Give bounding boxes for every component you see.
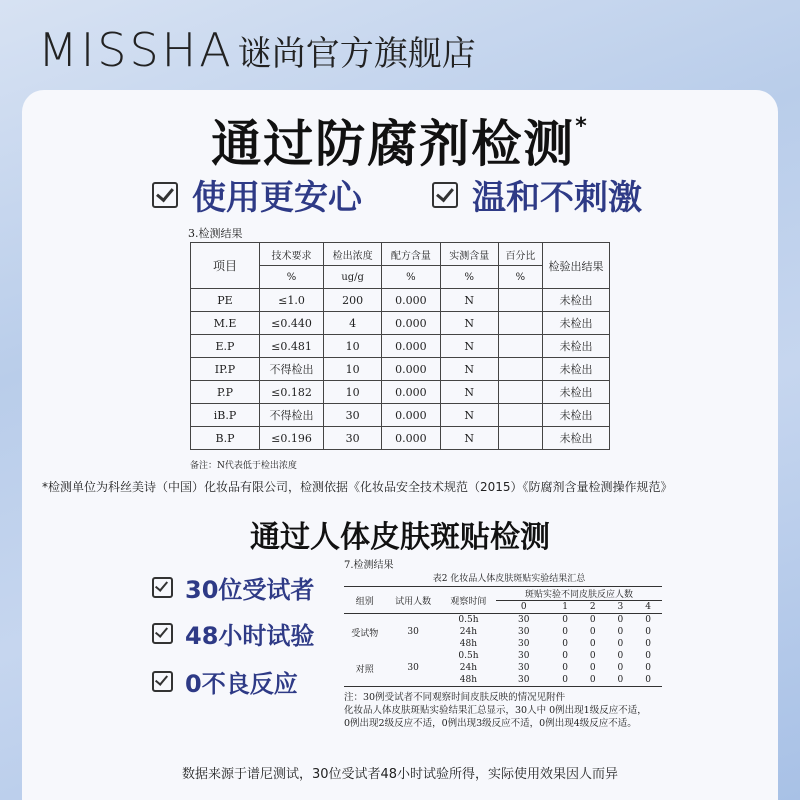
cell-req: ≤0.440 — [260, 312, 324, 335]
cell-conc: 30 — [323, 404, 381, 427]
cell-result: 未检出 — [543, 381, 610, 404]
cell-level-count: 0 — [617, 651, 624, 661]
cell-formula: 0.000 — [382, 289, 440, 312]
col-unit: % — [260, 266, 324, 289]
cell-conc: 10 — [323, 358, 381, 381]
cell-count: 30 — [407, 663, 419, 673]
cell-level-count: 0 — [562, 627, 568, 637]
checkbox-icon — [152, 577, 173, 598]
checkbox-icon — [152, 671, 173, 692]
brand-logo: MISSHA — [38, 23, 234, 77]
table-row — [191, 289, 610, 312]
level-header: 0 — [520, 602, 527, 612]
table-row — [191, 404, 610, 427]
claim-safe — [152, 170, 362, 219]
claim-label: 温和不刺激 — [472, 178, 642, 218]
test2-notes: 注：30例受试者不同观察时间皮肤反映的情况见附件 化妆品人体皮肤斑贴实验结果汇总显示，30人中 0例出现1级反应不适， 0例出现2级反应不适，0例出现3级反应不适，0例出现4级反应不适。 — [344, 692, 647, 729]
title-footnote-mark: * — [575, 114, 589, 140]
cell-conc: 10 — [323, 381, 381, 404]
cell-req: 不得检出 — [260, 404, 324, 427]
test2-label: 7.检测结果 — [344, 560, 394, 571]
data-source-footer: 数据来源于谱尼测试，30位受试者48小时试验所得，实际使用效果因人而异 — [181, 767, 619, 782]
checkbox-icon — [432, 182, 458, 208]
cell-formula: 0.000 — [382, 381, 440, 404]
cell-level-count: 0 — [645, 639, 651, 649]
cell-pct — [498, 404, 542, 427]
claim-label: 使用更安心 — [192, 178, 362, 218]
cell-pct — [498, 381, 542, 404]
col-header: 百分比 — [498, 243, 542, 266]
cell-level-count: 0 — [645, 615, 651, 625]
cell-group: 对照 — [355, 664, 374, 675]
col-unit: ug/g — [323, 266, 381, 289]
cell-req: ≤0.481 — [260, 335, 324, 358]
cell-level-count: 0 — [645, 627, 651, 637]
patch-test-document — [344, 556, 674, 730]
cell-result: 未检出 — [543, 312, 610, 335]
cell-measured: N — [440, 312, 498, 335]
cell-level-count: 0 — [589, 639, 596, 649]
cell-measured: N — [440, 289, 498, 312]
cell-result: 未检出 — [543, 404, 610, 427]
table-row — [344, 650, 662, 662]
cell-formula: 0.000 — [382, 312, 440, 335]
cell-pct — [498, 427, 542, 450]
cell-level-count: 30 — [517, 639, 530, 649]
cell-formula: 0.000 — [382, 404, 440, 427]
table-row — [191, 381, 610, 404]
cell-measured: N — [440, 381, 498, 404]
cell-level-count: 30 — [517, 615, 530, 625]
cell-level-count: 0 — [589, 615, 596, 625]
cell-conc: 200 — [323, 289, 381, 312]
col-levels: 斑贴实验不同皮肤反应人数 — [496, 587, 662, 601]
cell-level-count: 0 — [562, 663, 568, 673]
cell-time: 48h — [459, 639, 478, 649]
table-row — [191, 427, 610, 450]
table-row — [191, 312, 610, 335]
cell-level-count: 0 — [562, 675, 568, 685]
cell-level-count: 0 — [617, 663, 624, 673]
cell-item: IP.P — [191, 358, 260, 381]
cell-level-count: 0 — [562, 615, 568, 625]
cell-level-count: 0 — [645, 675, 651, 685]
table-row — [344, 614, 662, 627]
cell-conc: 10 — [323, 335, 381, 358]
test1-label: 3.检测结果 — [188, 227, 243, 240]
cell-formula: 0.000 — [382, 335, 440, 358]
col-item: 项目 — [191, 243, 260, 289]
cell-level-count: 0 — [617, 615, 624, 625]
cell-result: 未检出 — [543, 335, 610, 358]
cell-formula: 0.000 — [382, 358, 440, 381]
cell-formula: 0.000 — [382, 427, 440, 450]
col-unit: % — [498, 266, 542, 289]
cell-level-count: 0 — [562, 651, 568, 661]
claim-no-reaction — [152, 664, 298, 699]
cell-level-count: 0 — [645, 663, 651, 673]
preservative-results-table — [190, 242, 610, 450]
col-unit: % — [382, 266, 440, 289]
patch-test-table — [344, 586, 662, 687]
claim-subjects — [152, 570, 314, 605]
cell-pct — [498, 312, 542, 335]
cell-level-count: 30 — [517, 651, 530, 661]
cell-level-count: 0 — [589, 627, 596, 637]
claim-label: 30位受试者 — [185, 576, 315, 604]
cell-level-count: 30 — [517, 675, 530, 685]
cell-pct — [498, 289, 542, 312]
cell-measured: N — [440, 427, 498, 450]
col-group: 组别 — [355, 596, 374, 607]
cell-item: iB.P — [191, 404, 260, 427]
cell-time: 24h — [459, 663, 478, 673]
cell-req: ≤0.182 — [260, 381, 324, 404]
cell-result: 未检出 — [543, 358, 610, 381]
cell-item: E.P — [191, 335, 260, 358]
checkbox-icon — [152, 623, 173, 644]
cell-pct — [498, 335, 542, 358]
store-header — [38, 22, 476, 78]
store-name: 谜尚官方旗舰店 — [237, 33, 476, 74]
cell-req: ≤1.0 — [260, 289, 324, 312]
page-title: 通过防腐剂检测* — [211, 114, 589, 173]
cell-req: ≤0.196 — [260, 427, 324, 450]
cell-time: 24h — [459, 627, 478, 637]
table-row — [191, 358, 610, 381]
cell-time: 0.5h — [458, 615, 479, 625]
cell-time: 0.5h — [458, 651, 479, 661]
cell-level-count: 0 — [645, 651, 651, 661]
cell-item: P.P — [191, 381, 260, 404]
cell-group: 受试物 — [351, 628, 379, 639]
test2-caption: 表2 化妆品人体皮肤斑贴实验结果汇总 — [432, 574, 586, 584]
cell-measured: N — [440, 335, 498, 358]
level-header: 3 — [617, 602, 624, 612]
checkbox-icon — [152, 182, 178, 208]
claim-label: 48小时试验 — [185, 622, 315, 650]
cell-conc: 30 — [323, 427, 381, 450]
cell-pct — [498, 358, 542, 381]
cell-measured: N — [440, 404, 498, 427]
cell-level-count: 0 — [617, 675, 624, 685]
cell-level-count: 30 — [517, 663, 530, 673]
cell-level-count: 0 — [589, 651, 596, 661]
cell-conc: 4 — [323, 312, 381, 335]
col-header: 技术要求 — [260, 243, 324, 266]
cell-result: 未检出 — [543, 427, 610, 450]
test-source-footnote: *检测单位为科丝美诗（中国）化妆品有限公司，检测依据《化妆品安全技术规范（2015）《防腐剂含量检测操作规范》 — [42, 480, 673, 494]
col-result: 检验出结果 — [543, 243, 610, 289]
section-subtitle: 通过人体皮肤斑贴检测 — [250, 520, 550, 555]
cell-time: 48h — [459, 675, 478, 685]
level-header: 2 — [589, 602, 596, 612]
claim-label: 0不良反应 — [185, 670, 298, 698]
cell-level-count: 0 — [589, 663, 596, 673]
cell-result: 未检出 — [543, 289, 610, 312]
cell-level-count: 30 — [517, 627, 530, 637]
level-header: 1 — [562, 602, 568, 612]
table-row — [191, 335, 610, 358]
cell-req: 不得检出 — [260, 358, 324, 381]
cell-item: PE — [191, 289, 260, 312]
cell-level-count: 0 — [617, 639, 624, 649]
col-count: 试用人数 — [395, 596, 432, 607]
cell-level-count: 0 — [562, 639, 568, 649]
col-time: 观察时间 — [450, 596, 487, 607]
cell-item: M.E — [191, 312, 260, 335]
test1-note: 备注：N代表低于检出浓度 — [190, 461, 297, 471]
cell-count: 30 — [407, 627, 419, 637]
col-header: 配方含量 — [382, 243, 440, 266]
cell-level-count: 0 — [617, 627, 624, 637]
col-unit: % — [440, 266, 498, 289]
cell-measured: N — [440, 358, 498, 381]
col-header: 检出浓度 — [323, 243, 381, 266]
col-header: 实测含量 — [440, 243, 498, 266]
cell-level-count: 0 — [589, 675, 596, 685]
claim-duration — [152, 616, 314, 651]
claim-gentle — [432, 170, 642, 219]
level-header: 4 — [645, 602, 651, 612]
cell-item: B.P — [191, 427, 260, 450]
